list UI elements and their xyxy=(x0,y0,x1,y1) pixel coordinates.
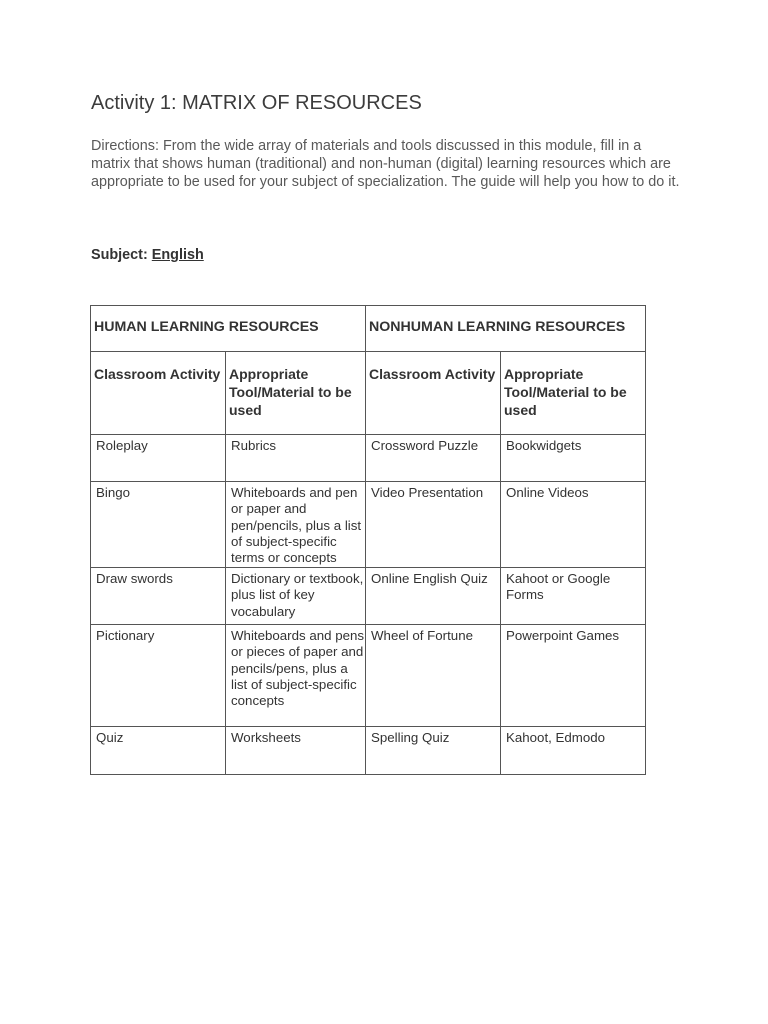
cell-text: Roleplay xyxy=(96,438,148,453)
table-row xyxy=(91,482,646,568)
human-tool-cell xyxy=(226,482,366,568)
human-activity-cell xyxy=(91,482,226,568)
table-row xyxy=(91,435,646,482)
cell-text: Kahoot or Google Forms xyxy=(506,571,611,603)
group-header-row xyxy=(91,306,646,352)
cell-text: Worksheets xyxy=(231,730,301,745)
column-header-nonhuman-activity: Classroom Activity xyxy=(366,352,501,435)
nonhuman-tool-cell xyxy=(501,625,646,727)
nonhuman-tool-cell xyxy=(501,435,646,482)
nonhuman-tool-cell xyxy=(501,568,646,625)
cell-text: Dictionary or textbook, plus list of key vocabulary xyxy=(231,571,364,619)
nonhuman-tool-cell xyxy=(501,482,646,568)
cell-text: Whiteboards and pens or pieces of paper and pencils/pens, plus a list of subject-specific concepts xyxy=(231,628,365,709)
human-activity-cell xyxy=(91,435,226,482)
cell-text: Draw swords xyxy=(96,571,173,586)
cell-text: Bingo xyxy=(96,485,131,500)
human-tool-cell xyxy=(226,727,366,775)
cell-text: Rubrics xyxy=(231,438,277,453)
nonhuman-activity-cell xyxy=(366,435,501,482)
column-header-human-tool: Appropriate Tool/Material to be used xyxy=(226,352,366,435)
human-activity-cell xyxy=(91,727,226,775)
cell-text: Powerpoint Games xyxy=(506,628,620,643)
cell-text: Video Presentation xyxy=(371,485,484,500)
cell-text: Bookwidgets xyxy=(506,438,582,453)
nonhuman-activity-cell xyxy=(366,625,501,727)
directions-paragraph: Directions: From the wide array of materials and tools discussed in this module, fill in a matrix that shows human (traditional) and non-human (digital) learning resources which are appropriate to be used for your subject of specialization. The guide will help you how to do it. xyxy=(91,138,680,190)
cell-text: Wheel of Fortune xyxy=(371,628,473,643)
cell-text: Kahoot, Edmodo xyxy=(506,730,606,745)
subject-label: Subject: xyxy=(91,247,152,263)
subject-line xyxy=(91,247,204,263)
cell-text: Spelling Quiz xyxy=(371,730,450,745)
nonhuman-activity-cell xyxy=(366,482,501,568)
human-activity-cell xyxy=(91,625,226,727)
group-header-nonhuman: NONHUMAN LEARNING RESOURCES xyxy=(366,306,646,352)
subject-value: English xyxy=(151,247,204,263)
nonhuman-activity-cell xyxy=(366,568,501,625)
column-header-human-activity: Classroom Activity xyxy=(91,352,226,435)
nonhuman-tool-cell xyxy=(501,727,646,775)
cell-text: Online Videos xyxy=(506,485,589,500)
nonhuman-activity-cell xyxy=(366,727,501,775)
human-tool-cell xyxy=(226,435,366,482)
table-row xyxy=(91,625,646,727)
human-tool-cell xyxy=(226,568,366,625)
page-title: Activity 1: MATRIX OF RESOURCES xyxy=(91,92,422,114)
column-header-nonhuman-tool: Appropriate Tool/Material to be used xyxy=(501,352,646,435)
cell-text: Online English Quiz xyxy=(371,571,488,586)
human-activity-cell xyxy=(91,568,226,625)
resources-matrix-table xyxy=(90,305,646,775)
human-tool-cell xyxy=(226,625,366,727)
cell-text: Whiteboards and pen or paper and pen/pencils, plus a list of subject-specific terms or concepts xyxy=(231,485,362,566)
table-row xyxy=(91,568,646,625)
column-header-row xyxy=(91,352,646,435)
cell-text: Crossword Puzzle xyxy=(371,438,479,453)
cell-text: Pictionary xyxy=(96,628,155,643)
table-row xyxy=(91,727,646,775)
group-header-human: HUMAN LEARNING RESOURCES xyxy=(91,306,366,352)
cell-text: Quiz xyxy=(96,730,124,745)
